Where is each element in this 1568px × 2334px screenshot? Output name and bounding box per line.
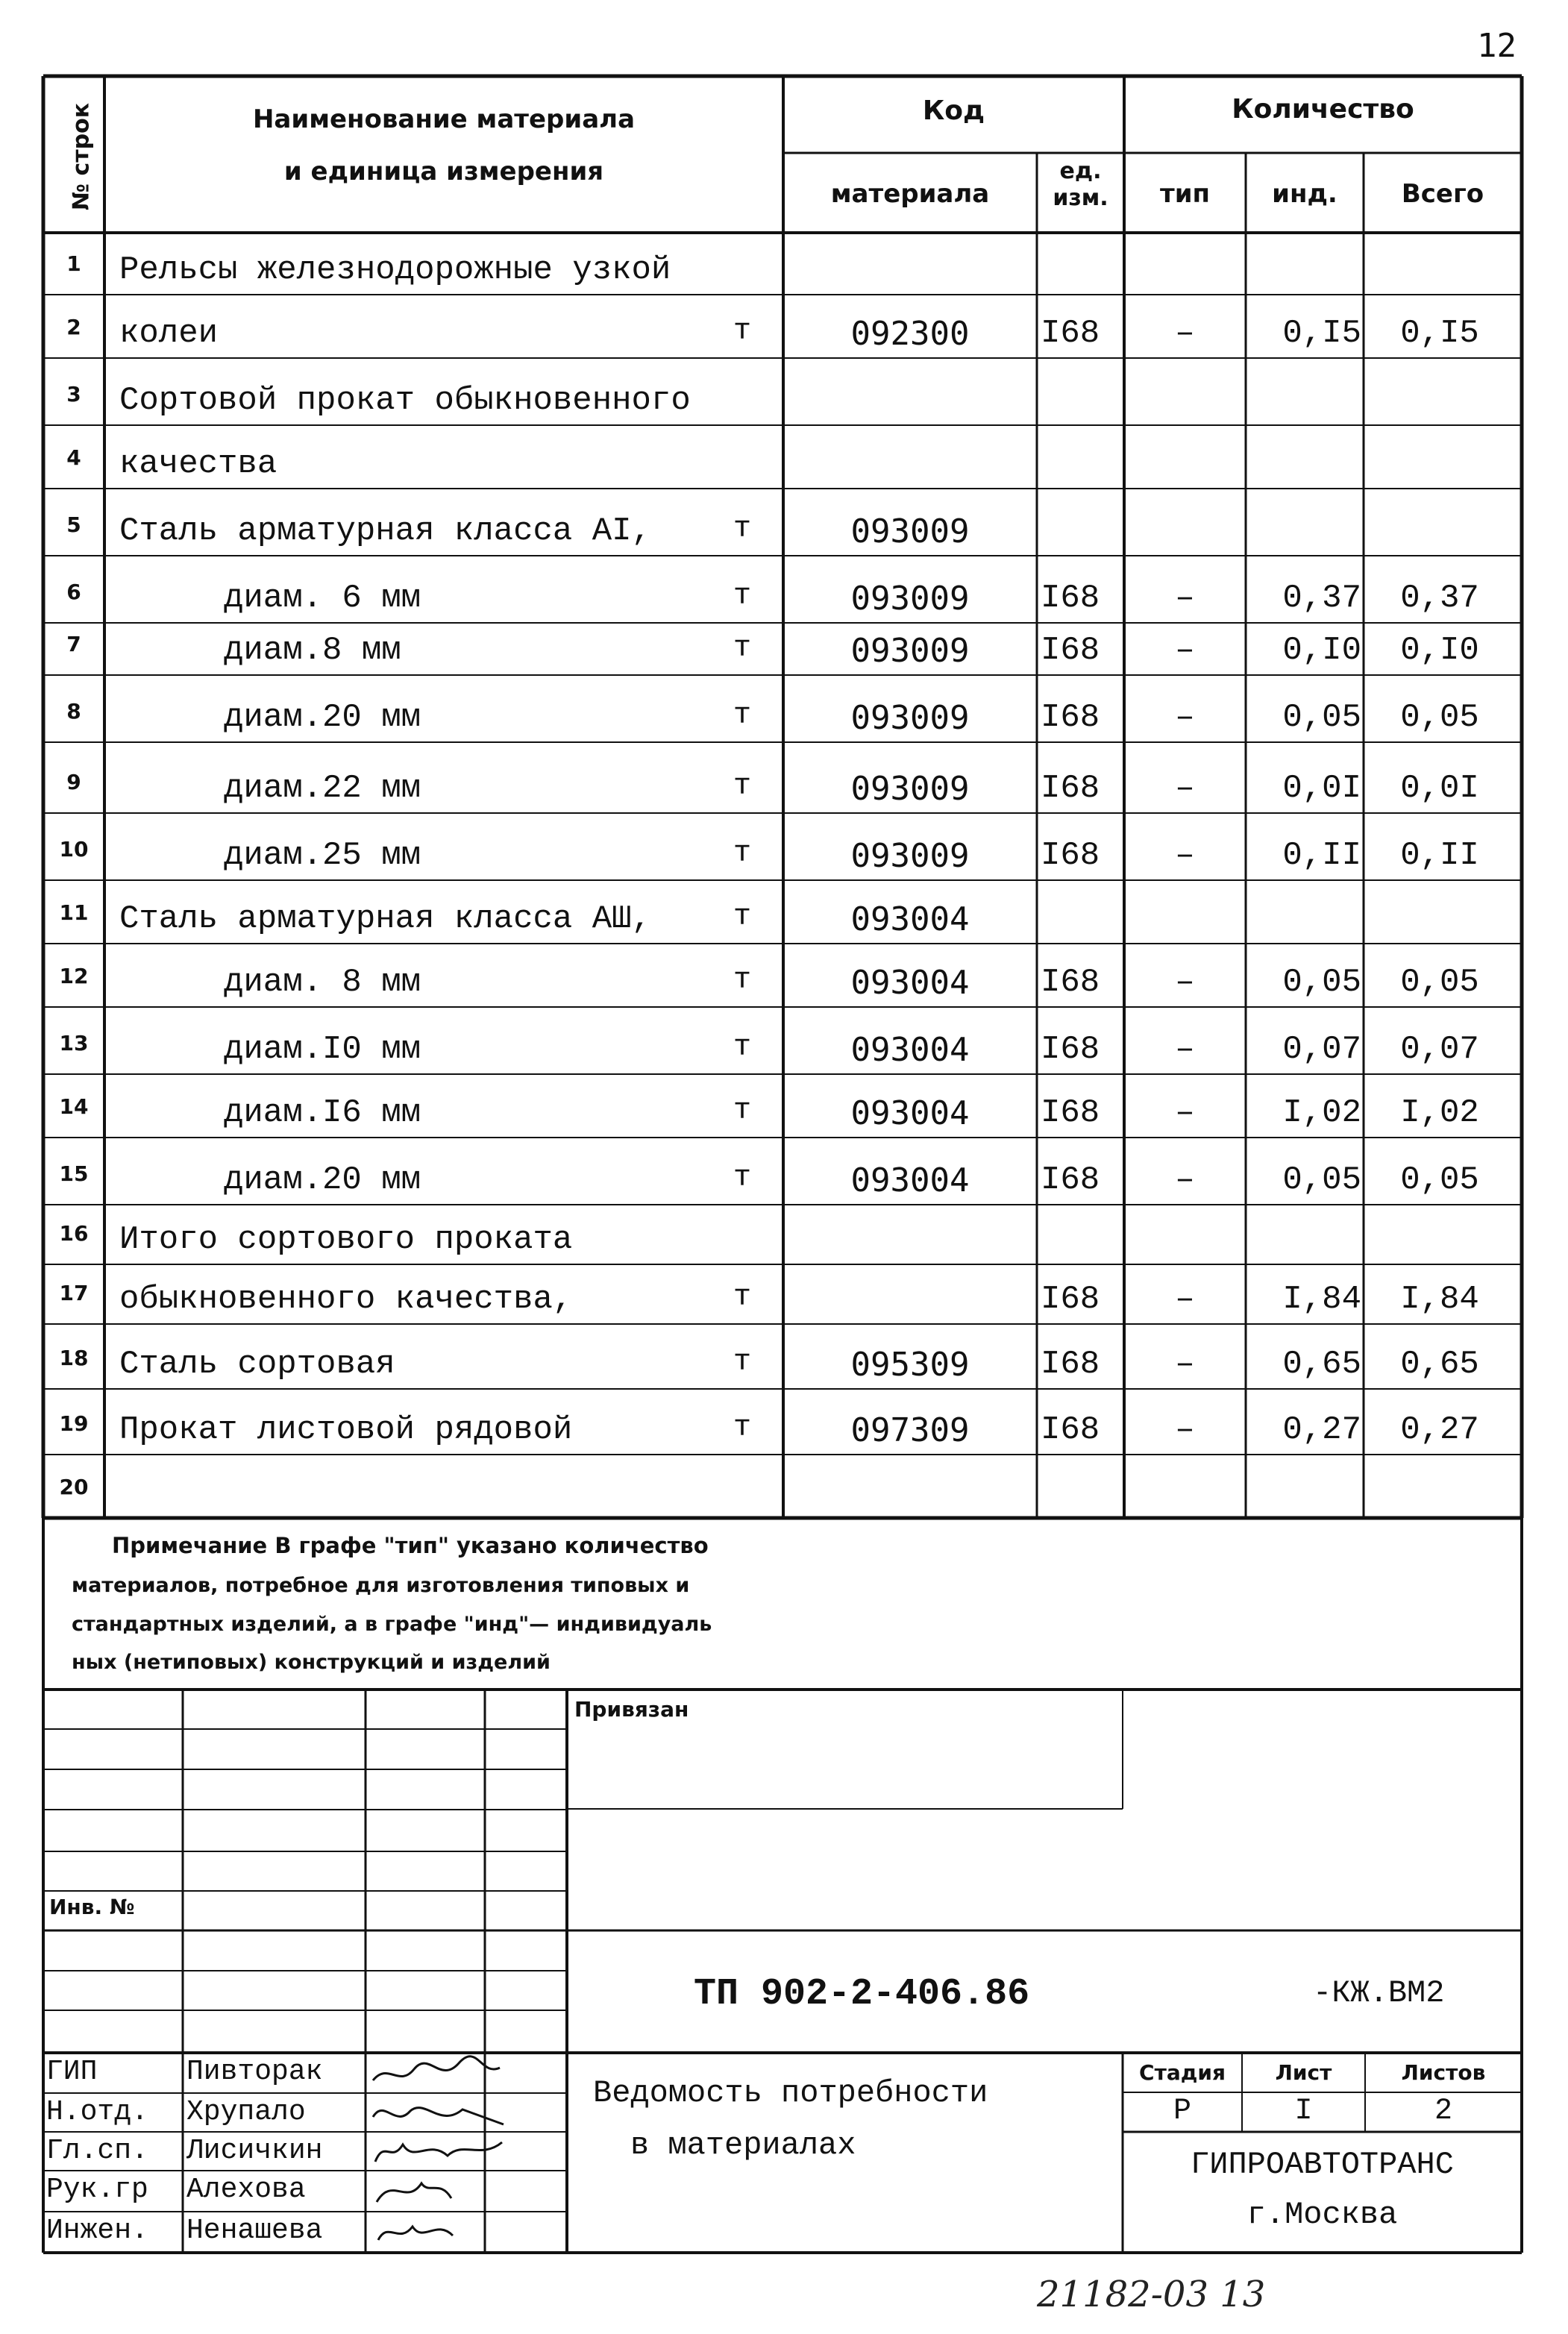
individual-quantity: 0,0I — [1282, 770, 1361, 807]
material-name: колеи — [119, 315, 219, 352]
unit-code: I68 — [1041, 580, 1100, 617]
name-header-line1: Наименование материала — [252, 104, 636, 134]
sheets-label: Листов — [1401, 2060, 1486, 2085]
row-number: 13 — [59, 1031, 89, 1055]
total-quantity: 0,05 — [1400, 1161, 1479, 1199]
material-name: Итого сортового проката — [119, 1221, 573, 1258]
signature-role: Рук.гр — [46, 2174, 148, 2206]
signer-name: Лисичкин — [186, 2135, 323, 2167]
material-name: Сталь сортовая — [119, 1346, 395, 1383]
unit-code: I68 — [1041, 1031, 1100, 1068]
material-name: диам.20 мм — [224, 1161, 421, 1199]
individual-quantity: 0,I0 — [1282, 632, 1361, 669]
material-name: качества — [119, 445, 277, 483]
type-quantity: – — [1175, 632, 1195, 669]
stage-value: Р — [1173, 2095, 1191, 2128]
unit-of-measure: т — [733, 315, 751, 348]
individual-quantity: 0,27 — [1282, 1411, 1361, 1449]
row-number: 10 — [59, 837, 89, 862]
row-number: 20 — [59, 1475, 89, 1499]
table-row — [0, 1455, 1568, 1518]
sheet-label: Лист — [1275, 2060, 1332, 2085]
type-quantity: – — [1175, 770, 1195, 807]
table-row — [0, 1205, 1568, 1264]
unit-of-measure: т — [733, 900, 751, 934]
unit-of-measure: т — [733, 1031, 751, 1064]
material-code: 093009 — [850, 699, 970, 737]
organization-name: ГИПРОАВТОТРАНС — [1191, 2147, 1454, 2183]
material-code: 093009 — [850, 632, 970, 670]
type-header: тип — [1159, 179, 1211, 209]
note-line1: Примечание В графе "тип" указано количество — [112, 1533, 709, 1558]
total-quantity: 0,05 — [1400, 699, 1479, 736]
archive-number: 21182-03 13 — [1037, 2274, 1266, 2315]
unit-code: I68 — [1041, 770, 1100, 807]
unit-header: ед. изм. — [1053, 158, 1108, 211]
material-header: материала — [830, 179, 990, 209]
row-number: 12 — [59, 964, 89, 988]
type-quantity: – — [1175, 964, 1195, 1001]
table-row — [0, 295, 1568, 358]
type-quantity: – — [1175, 837, 1195, 874]
unit-code: I68 — [1041, 632, 1100, 669]
sheet-value: I — [1294, 2095, 1313, 2128]
table-row — [0, 1007, 1568, 1074]
material-name: диам. 6 мм — [224, 580, 421, 617]
total-quantity: 0,0I — [1400, 770, 1479, 807]
table-row — [0, 1324, 1568, 1389]
row-number: 8 — [66, 699, 81, 724]
note-line2: материалов, потребное для изготовления типовых и — [72, 1574, 690, 1597]
page-number: 12 — [1477, 27, 1517, 65]
row-number: 16 — [59, 1221, 89, 1246]
signature-role: ГИП — [46, 2056, 98, 2088]
total-quantity: 0,07 — [1400, 1031, 1479, 1068]
unit-code: I68 — [1041, 1281, 1100, 1318]
total-quantity: 0,I0 — [1400, 632, 1479, 669]
individual-quantity: 0,07 — [1282, 1031, 1361, 1068]
unit-code: I68 — [1041, 1346, 1100, 1383]
total-quantity: 0,27 — [1400, 1411, 1479, 1449]
material-code: 093009 — [850, 770, 970, 808]
individual-quantity: 0,I5 — [1282, 315, 1361, 352]
table-row — [0, 489, 1568, 556]
material-name: диам.I6 мм — [224, 1094, 421, 1132]
type-quantity: – — [1175, 315, 1195, 352]
total-quantity: 0,II — [1400, 837, 1479, 874]
handwritten-signature — [369, 2213, 511, 2252]
unit-code: I68 — [1041, 1161, 1100, 1199]
row-number: 5 — [66, 512, 81, 537]
individual-quantity: 0,05 — [1282, 699, 1361, 736]
table-row — [0, 233, 1568, 295]
unit-of-measure: т — [733, 770, 751, 803]
table-row — [0, 623, 1568, 675]
unit-code: I68 — [1041, 837, 1100, 874]
material-name: обыкновенного качества, — [119, 1281, 573, 1318]
unit-of-measure: т — [733, 964, 751, 997]
type-quantity: – — [1175, 699, 1195, 736]
row-number: 19 — [59, 1411, 89, 1436]
individual-quantity: I,84 — [1282, 1281, 1361, 1318]
inventory-number-label: Инв. № — [49, 1895, 135, 1919]
material-code: 093004 — [850, 964, 970, 1002]
total-quantity: I,02 — [1400, 1094, 1479, 1132]
material-name: диам.25 мм — [224, 837, 421, 874]
total-quantity: 0,I5 — [1400, 315, 1479, 352]
material-code: 093004 — [850, 1031, 970, 1069]
handwritten-signature — [369, 2133, 511, 2172]
unit-of-measure: т — [733, 1281, 751, 1314]
table-row — [0, 1138, 1568, 1205]
table-row — [0, 1389, 1568, 1455]
code-header: Код — [922, 95, 985, 126]
individual-quantity: 0,37 — [1282, 580, 1361, 617]
material-name: диам. 8 мм — [224, 964, 421, 1001]
row-number: 7 — [66, 632, 81, 656]
note-line4: ных (нетиповых) конструкций и изделий — [72, 1651, 551, 1674]
type-quantity: – — [1175, 1346, 1195, 1383]
unit-of-measure: т — [733, 580, 751, 613]
row-number: 2 — [66, 315, 81, 339]
material-code: 093009 — [850, 580, 970, 618]
document-title-line2: в материалах — [630, 2127, 856, 2163]
material-name: диам.22 мм — [224, 770, 421, 807]
unit-of-measure: т — [733, 699, 751, 732]
total-quantity: 0,65 — [1400, 1346, 1479, 1383]
table-row — [0, 358, 1568, 425]
row-number: 11 — [59, 900, 89, 925]
unit-of-measure: т — [733, 512, 751, 546]
table-row — [0, 742, 1568, 813]
material-code: 093009 — [850, 837, 970, 875]
quantity-header: Количество — [1232, 94, 1414, 125]
material-name: Сортовой прокат обыкновенного — [119, 382, 691, 419]
material-code: 093004 — [850, 1094, 970, 1132]
material-name: Рельсы железнодорожные узкой — [119, 251, 671, 289]
unit-of-measure: т — [733, 1411, 751, 1445]
type-quantity: – — [1175, 1161, 1195, 1199]
total-quantity: 0,37 — [1400, 580, 1479, 617]
signature-role: Н.отд. — [46, 2096, 148, 2128]
unit-code: I68 — [1041, 315, 1100, 352]
material-name: Сталь арматурная класса AI, — [119, 512, 651, 550]
type-quantity: – — [1175, 1031, 1195, 1068]
material-name: диам.20 мм — [224, 699, 421, 736]
individual-quantity: I,02 — [1282, 1094, 1361, 1132]
ind-header: инд. — [1272, 179, 1337, 209]
row-number: 6 — [66, 580, 81, 604]
total-quantity: I,84 — [1400, 1281, 1479, 1318]
unit-code: I68 — [1041, 1094, 1100, 1132]
handwritten-signature — [369, 2054, 511, 2093]
row-number: 3 — [66, 382, 81, 407]
row-number: 1 — [66, 251, 81, 276]
material-code: 095309 — [850, 1346, 970, 1384]
handwritten-signature — [369, 2095, 511, 2133]
sheets-value: 2 — [1434, 2095, 1452, 2128]
row-number: 14 — [59, 1094, 89, 1119]
material-name: диам.8 мм — [224, 632, 401, 669]
material-name: диам.I0 мм — [224, 1031, 421, 1068]
unit-of-measure: т — [733, 1161, 751, 1195]
total-quantity: 0,05 — [1400, 964, 1479, 1001]
unit-of-measure: т — [733, 837, 751, 870]
attached-label: Привязан — [574, 1697, 689, 1722]
material-code: 093004 — [850, 1161, 970, 1199]
unit-of-measure: т — [733, 1346, 751, 1379]
table-row — [0, 813, 1568, 880]
total-header: Всего — [1401, 179, 1484, 209]
type-quantity: – — [1175, 1281, 1195, 1318]
unit-of-measure: т — [733, 632, 751, 665]
type-quantity: – — [1175, 1094, 1195, 1132]
table-row — [0, 880, 1568, 944]
table-row — [0, 556, 1568, 623]
individual-quantity: 0,05 — [1282, 964, 1361, 1001]
table-row — [0, 1264, 1568, 1324]
unit-code: I68 — [1041, 964, 1100, 1001]
material-code: 093009 — [850, 512, 970, 550]
material-code: 092300 — [850, 315, 970, 353]
signer-name: Пивторак — [186, 2056, 323, 2088]
signature-role: Инжен. — [46, 2215, 148, 2247]
type-quantity: – — [1175, 1411, 1195, 1449]
material-code: 097309 — [850, 1411, 970, 1449]
signer-name: Хрупало — [186, 2096, 306, 2128]
row-number: 15 — [59, 1161, 89, 1186]
material-name: Прокат листовой рядовой — [119, 1411, 573, 1449]
document-title-line1: Ведомость потребности — [593, 2075, 988, 2111]
individual-quantity: 0,II — [1282, 837, 1361, 874]
type-quantity: – — [1175, 580, 1195, 617]
signer-name: Ненашева — [186, 2215, 323, 2247]
organization-city: г.Москва — [1246, 2197, 1398, 2233]
unit-code: I68 — [1041, 1411, 1100, 1449]
note-line3: стандартных изделий, а в графе "инд"— индивидуаль — [72, 1613, 712, 1636]
table-row — [0, 1074, 1568, 1138]
document-code: ТП 902-2-406.86 — [694, 1973, 1030, 2015]
handwritten-signature — [369, 2172, 511, 2211]
table-row — [0, 944, 1568, 1007]
unit-code: I68 — [1041, 699, 1100, 736]
row-number: 17 — [59, 1281, 89, 1305]
row-number: 9 — [66, 770, 81, 794]
individual-quantity: 0,65 — [1282, 1346, 1361, 1383]
document-suffix: -КЖ.ВМ2 — [1313, 1975, 1445, 2011]
unit-of-measure: т — [733, 1094, 751, 1128]
name-header-line2: и единица измерения — [283, 157, 604, 186]
material-code: 093004 — [850, 900, 970, 938]
row-number-header: № строк — [68, 102, 95, 211]
table-row — [0, 675, 1568, 742]
material-name: Сталь арматурная класса AШ, — [119, 900, 651, 938]
signature-role: Гл.сп. — [46, 2135, 148, 2167]
signer-name: Алехова — [186, 2174, 306, 2206]
row-number: 18 — [59, 1346, 89, 1370]
stage-label: Стадия — [1139, 2060, 1226, 2085]
table-row — [0, 425, 1568, 489]
individual-quantity: 0,05 — [1282, 1161, 1361, 1199]
row-number: 4 — [66, 445, 81, 470]
